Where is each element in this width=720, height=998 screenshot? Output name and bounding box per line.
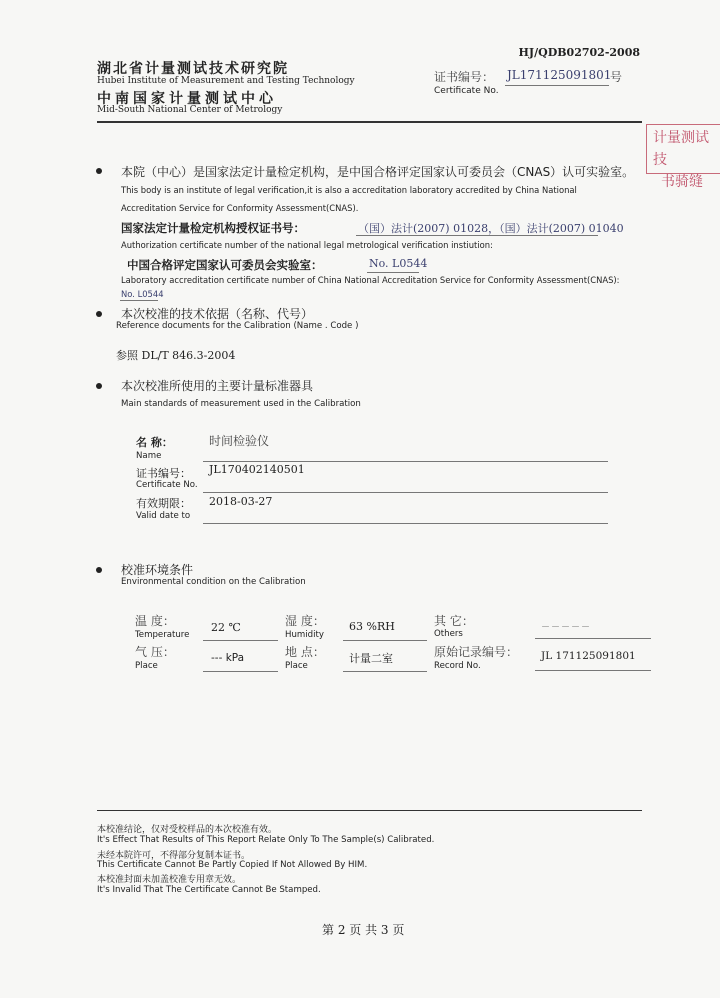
footer-divider: [97, 810, 642, 811]
certificate-label-en: Certificate No.: [434, 86, 499, 96]
section3-heading-cn: 本次校准所使用的主要计量标准器具: [121, 379, 314, 393]
cnas-value-2: No. L0544: [121, 289, 164, 299]
certificate-number: JL171125091801: [507, 68, 612, 82]
note2-en: This Certificate Cannot Be Partly Copied If Not Allowed By HIM.: [97, 860, 368, 870]
bullet-2: [96, 311, 102, 317]
institute-name-en: Hubei Institute of Measurement and Testing Technology: [97, 76, 355, 86]
standard-cert-label-en: Certificate No.: [136, 480, 198, 490]
others-label-en: Others: [434, 629, 463, 639]
section3-heading-en: Main standards of measurement used in the Calibration: [121, 399, 361, 409]
place-value: 计量二室: [349, 652, 393, 665]
section1-heading-en-2: Accreditation Service for Conformity Assessment(CNAS).: [121, 203, 359, 213]
stamp-line1: 计量测试技: [653, 130, 709, 168]
humidity-value: 63 %RH: [349, 620, 395, 633]
cnas-label-en: Laboratory accreditation certificate number of China National Accreditation Service for Conformity Assessment(CNAS):: [121, 275, 620, 285]
pressure-label-en: Place: [135, 661, 158, 671]
temp-label-cn: 温 度：: [135, 614, 175, 628]
center-name-cn: 中南国家计量测试中心: [97, 91, 277, 107]
header-divider: [97, 121, 642, 123]
standard-name-value: 时间检验仪: [209, 434, 270, 448]
section1-heading-cn: 本院（中心）是国家法定计量检定机构，是中国合格评定国家认可委员会（CNAS）认可实验室。: [121, 165, 635, 179]
place-label-en: Place: [285, 661, 308, 671]
humidity-label-en: Humidity: [285, 630, 324, 640]
pressure-label-cn: 气 压：: [135, 645, 175, 659]
valid-label-en: Valid date to: [136, 511, 191, 521]
bullet-4: [96, 567, 102, 573]
others-label-cn: 其 它：: [434, 614, 474, 628]
cnas-value: No. L0544: [369, 257, 428, 270]
bullet-3: [96, 383, 102, 389]
section4-heading-cn: 校准环境条件: [121, 563, 194, 577]
auth-label-en: Authorization certificate number of the national legal metrological verification instiution:: [121, 240, 493, 250]
institute-name-cn: 湖北省计量测试技术研究院: [97, 61, 289, 77]
note3-cn: 本校准封面未加盖校准专用章无效。: [97, 875, 242, 885]
note1-en: It's Effect That Results of This Report Relate Only To The Sample(s) Calibrated.: [97, 835, 435, 845]
certificate-suffix: 号: [610, 70, 623, 84]
section2-heading-cn: 本次校准的技术依据（名称、代号）: [121, 307, 314, 321]
auth-label-cn: 国家法定计量检定机构授权证书号：: [121, 221, 305, 235]
section2-heading-en: Reference documents for the Calibration (Name . Code ): [116, 321, 359, 331]
cnas-label-cn: 中国合格评定国家认可委员会实验室：: [127, 258, 323, 272]
section4-heading-en: Environmental condition on the Calibration: [121, 577, 306, 587]
reference-value: 参照 DL/T 846.3-2004: [116, 349, 236, 362]
valid-label-cn: 有效期限：: [136, 497, 191, 510]
center-name-en: Mid-South National Center of Metrology: [97, 105, 283, 115]
certificate-label-cn: 证书编号：: [434, 70, 495, 84]
valid-value: 2018-03-27: [209, 495, 273, 508]
place-label-cn: 地 点：: [285, 645, 325, 659]
auth-value: （国）法计(2007) 01028，（国）法计(2007) 01040: [358, 222, 624, 235]
doc-code: HJ/QDB02702-2008: [518, 46, 640, 59]
seam-stamp: [646, 124, 720, 190]
note2-cn: 未经本院许可，不得部分复制本证书。: [97, 851, 251, 861]
others-value: －－－－－: [541, 623, 592, 633]
bullet-1: [96, 168, 102, 174]
temp-value: 22 ℃: [211, 621, 241, 634]
note1-cn: 本校准结论，仅对受校样品的本次校准有效。: [97, 825, 278, 835]
standard-cert-label-cn: 证书编号：: [136, 467, 191, 480]
standard-name-label-cn: 名 称：: [136, 436, 173, 449]
standard-cert-value: JL170402140501: [209, 463, 305, 476]
page-number: 第 2 页 共 3 页: [322, 923, 405, 937]
stamp-line2: 书骑缝: [661, 174, 703, 190]
temp-label-en: Temperature: [135, 630, 190, 640]
record-label-en: Record No.: [434, 661, 481, 671]
standard-name-label-en: Name: [136, 451, 162, 461]
record-label-cn: 原始记录编号：: [434, 645, 519, 659]
note3-en: It's Invalid That The Certificate Cannot Be Stamped.: [97, 885, 321, 895]
pressure-value: --- kPa: [211, 652, 245, 664]
section1-heading-en-1: This body is an institute of legal verification,it is also a accreditation laboratory accredited by China National: [121, 185, 577, 195]
record-value: JL 171125091801: [541, 650, 636, 662]
humidity-label-cn: 湿 度：: [285, 614, 325, 628]
